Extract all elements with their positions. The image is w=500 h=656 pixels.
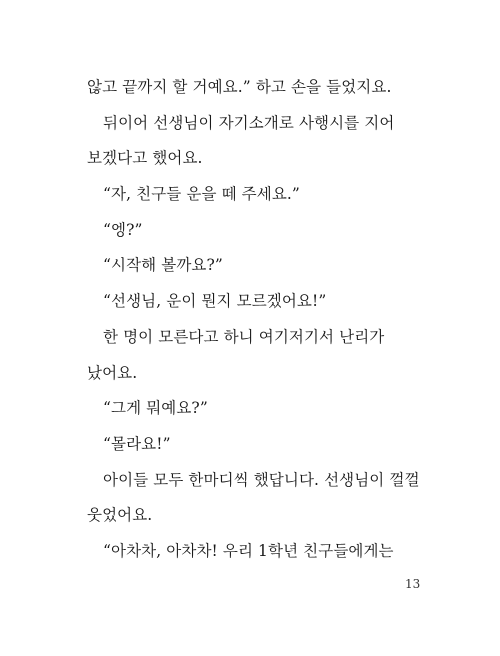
- text-line: 났어요.: [87, 363, 138, 382]
- text-line: “선생님, 운이 뭔지 모르겠어요!”: [103, 292, 327, 311]
- text-line: “아차차, 아차차! 우리 1학년 친구들에게는: [103, 541, 394, 560]
- page-number: 13: [405, 577, 421, 591]
- text-line: “그게 뭐예요?”: [103, 399, 208, 418]
- text-line: 뒤이어 선생님이 자기소개로 사행시를 지어: [103, 113, 395, 132]
- text-line: “자, 친구들 운을 떼 주세요.”: [103, 185, 300, 204]
- text-line: “엥?”: [103, 220, 143, 239]
- text-line: 웃었어요.: [87, 506, 153, 525]
- text-line: 않고 끝까지 할 거예요.” 하고 손을 들었지요.: [87, 78, 392, 96]
- text-line: 아이들 모두 한마디씩 했답니다. 선생님이 껄껄: [103, 470, 420, 489]
- text-line: “몰라요!”: [103, 434, 171, 453]
- body-text: [87, 70, 427, 570]
- text-line: 한 명이 모른다고 하니 여기저기서 난리가: [103, 327, 385, 346]
- text-line: 보겠다고 했어요.: [87, 149, 203, 168]
- text-line: “시작해 볼까요?”: [103, 256, 223, 275]
